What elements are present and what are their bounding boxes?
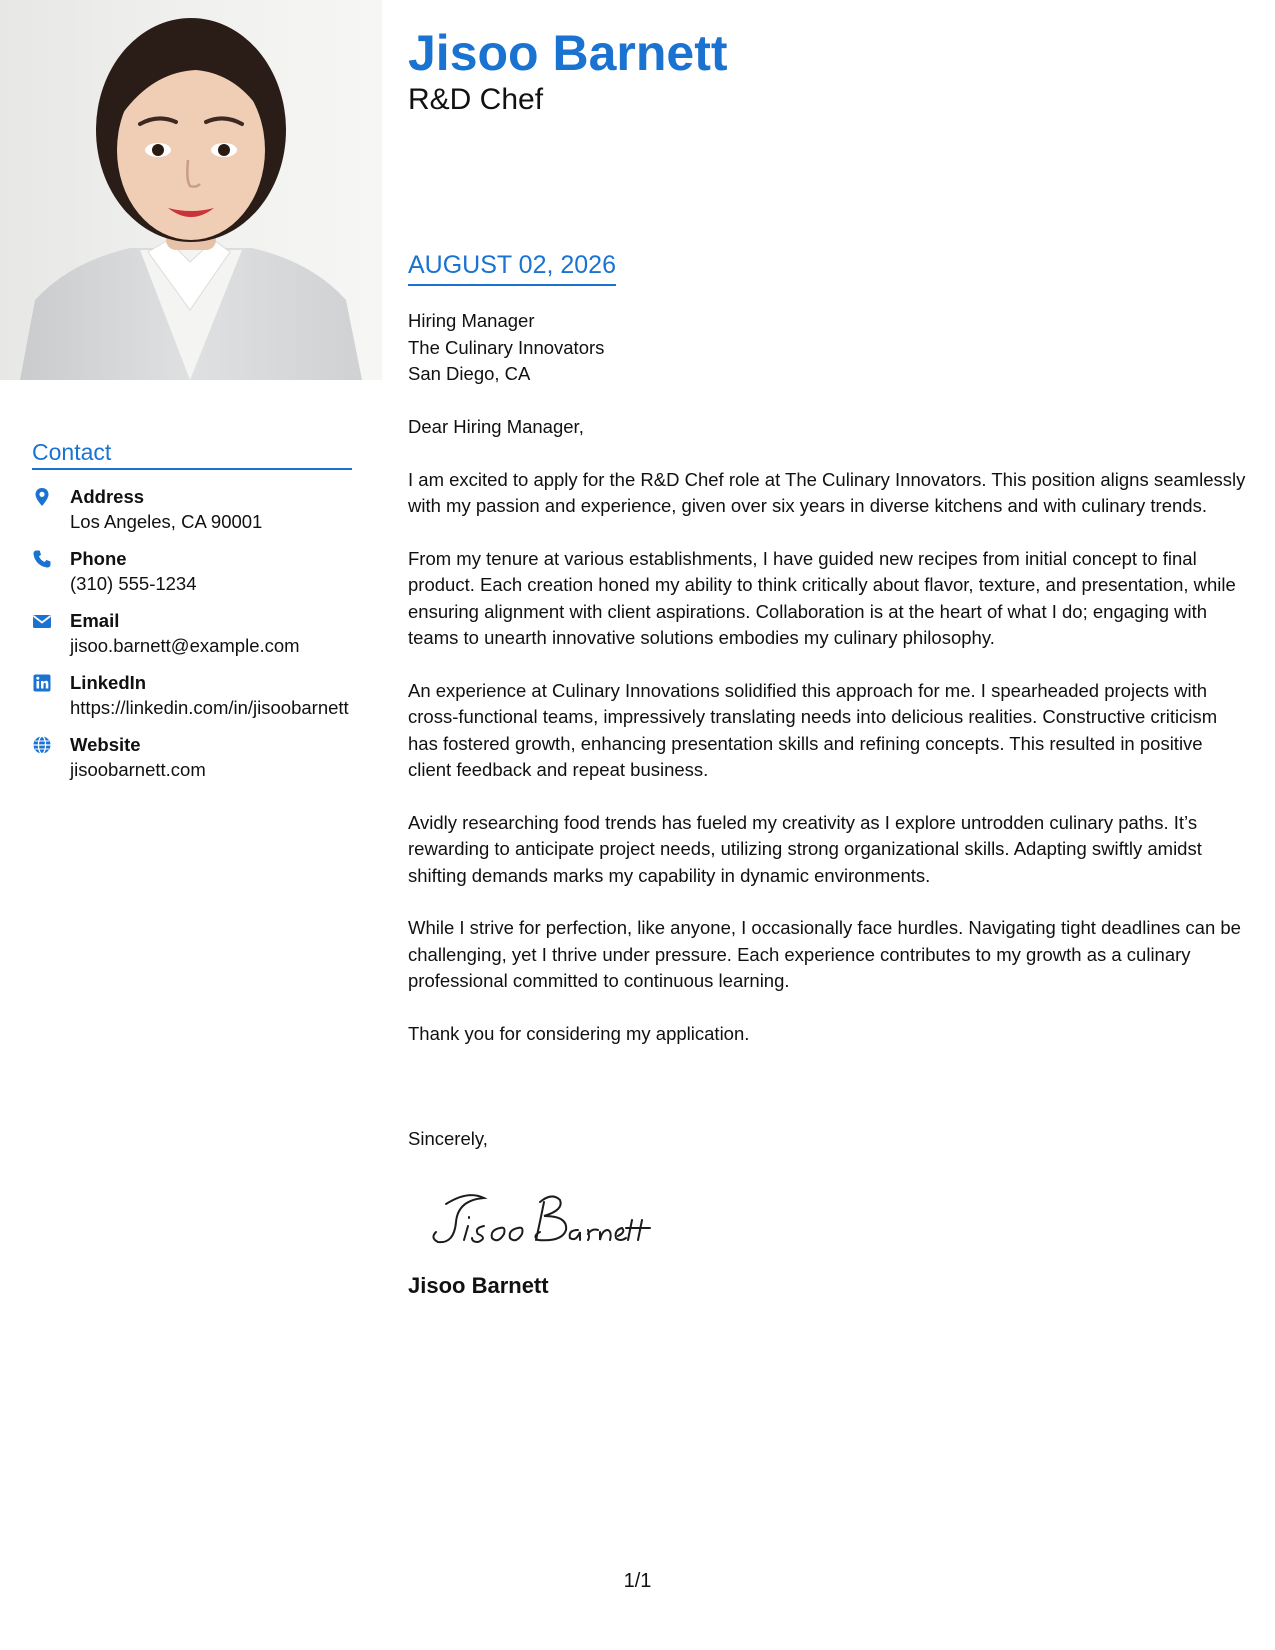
globe-icon — [32, 732, 70, 755]
email-icon — [32, 608, 70, 631]
contact-section — [32, 438, 352, 794]
handwritten-signature — [428, 1182, 668, 1262]
contact-label: Address — [70, 486, 145, 507]
location-pin-icon — [32, 484, 70, 507]
page-number: 1/1 — [623, 1570, 652, 1592]
contact-item-phone — [32, 546, 352, 596]
contact-label: Website — [70, 734, 141, 755]
website-value[interactable]: jisoobarnett.com — [70, 759, 206, 780]
profile-photo — [0, 0, 382, 380]
contact-label: LinkedIn — [70, 672, 147, 693]
recipient-line: Hiring Manager — [408, 310, 535, 331]
linkedin-value[interactable]: https://linkedin.com/in/jisoobarnett — [70, 697, 349, 718]
address-value: Los Angeles, CA 90001 — [70, 511, 263, 532]
letter-paragraph: While I strive for perfection, like anyone, I occasionally face hurdles. Navigating tight deadlines can be challenging, yet I thrive under pressure. Each experience contributes to my growth as a culinary professional committed to continuous learning. — [408, 917, 1241, 991]
phone-icon — [32, 546, 70, 569]
letter-date: AUGUST 02, 2026 — [408, 250, 616, 286]
contact-heading: Contact — [32, 438, 352, 470]
letter-column — [408, 24, 1248, 1298]
phone-value: (310) 555-1234 — [70, 573, 197, 594]
recipient-block — [408, 308, 604, 388]
letter-paragraph: An experience at Culinary Innovations solidified this approach for me. I spearheaded projects with cross-functional teams, impressively translating needs into delicious realities. Constructive criticism has fostered growth, enhancing presentation skills and refining concepts. This resulted in positive client feedback and repeat business. — [408, 679, 1218, 780]
contact-item-address — [32, 484, 352, 534]
letter-paragraph: From my tenure at various establishments, I have guided new recipes from initial concept to final product. Each creation honed my ability to think critically about flavor, texture, and presentation, while ensuring alignment with client aspirations. Collaboration is at the heart of what I do; engaging with teams to unearth innovative solutions embodies my culinary philosophy. — [408, 547, 1236, 648]
contact-list — [32, 484, 352, 782]
contact-label: Email — [70, 610, 120, 631]
signer-name: Jisoo Barnett — [408, 1273, 549, 1298]
email-value[interactable]: jisoo.barnett@example.com — [70, 635, 300, 656]
contact-item-linkedin — [32, 670, 352, 720]
letter-paragraph: I am excited to apply for the R&D Chef role at The Culinary Innovators. This position aligns seamlessly with my passion and experience, given over six years in diverse kitchens and with culinary trends. — [408, 468, 1246, 516]
contact-item-email — [32, 608, 352, 658]
letter-body — [408, 414, 1248, 1073]
applicant-name: Jisoo Barnett — [408, 25, 728, 81]
closing: Sincerely, — [408, 1128, 488, 1149]
recipient-line: San Diego, CA — [408, 363, 531, 384]
recipient-line: The Culinary Innovators — [408, 336, 605, 358]
salutation: Dear Hiring Manager, — [408, 416, 584, 437]
linkedin-icon — [32, 670, 70, 693]
contact-item-website — [32, 732, 352, 782]
letter-paragraph: Avidly researching food trends has fueled my creativity as I explore untrodden culinary paths. It’s rewarding to anticipate project needs, utilizing strong organizational skills. Adapting swiftly amidst shifting demands marks my capability in dynamic environments. — [408, 811, 1202, 886]
applicant-title: R&D Chef — [408, 83, 544, 116]
portrait-photo — [0, 0, 382, 380]
contact-label: Phone — [70, 548, 127, 569]
letter-paragraph: Thank you for considering my application. — [408, 1022, 750, 1044]
